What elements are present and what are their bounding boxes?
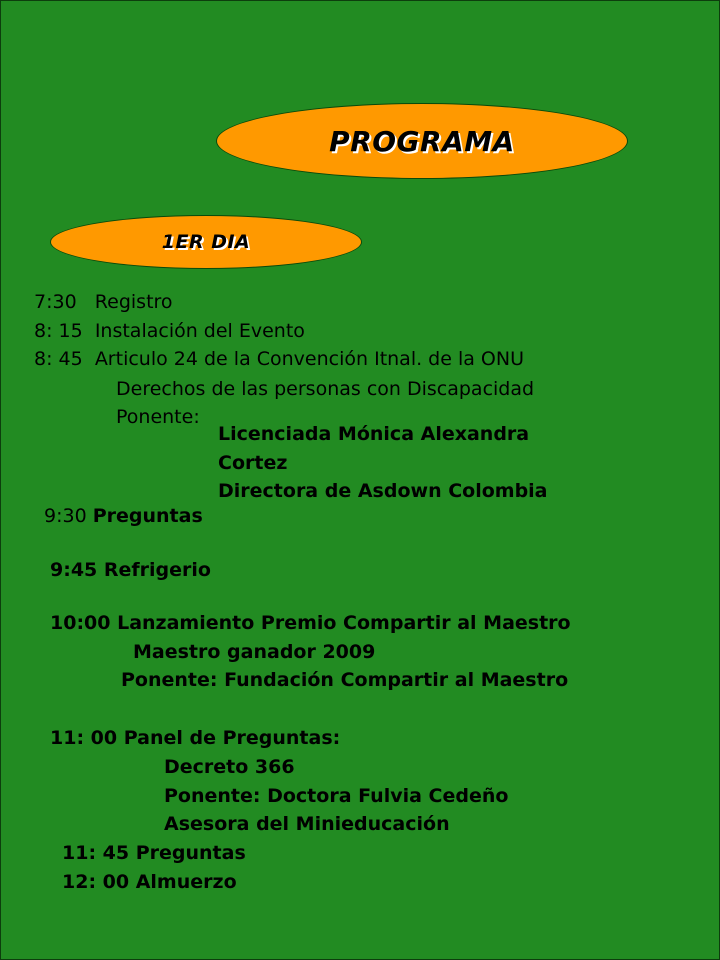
item-ponente: Ponente: Fundación Compartir al Maestro <box>121 669 569 691</box>
time-730: 7:30 <box>34 291 77 313</box>
schedule-item-preguntas-2: 11: 45 Preguntas <box>62 842 246 864</box>
ponente-label: Ponente: <box>116 406 200 428</box>
title-oval <box>216 103 628 179</box>
speaker-surname: Cortez <box>218 452 288 474</box>
speaker-name: Licenciada Mónica Alexandra <box>218 423 530 445</box>
schedule-item-lanzamiento: 10:00 Lanzamiento Premio Compartir al Maestro <box>50 612 571 634</box>
time-815: 8: 15 <box>34 320 83 342</box>
item-text: Preguntas <box>92 505 203 527</box>
time-930: 9:30 <box>44 505 87 527</box>
item-role: Asesora del Minieducación <box>164 813 450 835</box>
schedule-item-articulo <box>34 348 524 370</box>
item-text: Registro <box>94 291 173 313</box>
schedule-item-registro <box>34 291 173 313</box>
schedule-item-panel: 11: 00 Panel de Preguntas: <box>50 727 341 749</box>
item-ponente: Ponente: Doctora Fulvia Cedeño <box>164 785 509 807</box>
item-subtitle: Maestro ganador 2009 <box>133 641 376 663</box>
item-subtitle: Decreto 366 <box>164 756 295 778</box>
time-845: 8: 45 <box>34 348 83 370</box>
page-title: PROGRAMA <box>329 124 515 158</box>
day-label: 1ER DIA <box>161 231 251 253</box>
item-text: Articulo 24 de la Convención Itnal. de la ONU <box>94 348 525 370</box>
item-subtitle: Derechos de las personas con Discapacidad <box>116 378 535 400</box>
day-oval <box>50 215 362 269</box>
speaker-role: Directora de Asdown Colombia <box>218 480 548 502</box>
schedule-item-instalacion <box>34 320 305 342</box>
schedule-item-refrigerio: 9:45 Refrigerio <box>50 559 211 581</box>
schedule-item-almuerzo: 12: 00 Almuerzo <box>62 871 237 893</box>
schedule-item-preguntas <box>44 505 203 527</box>
item-text: Instalación del Evento <box>94 320 305 342</box>
